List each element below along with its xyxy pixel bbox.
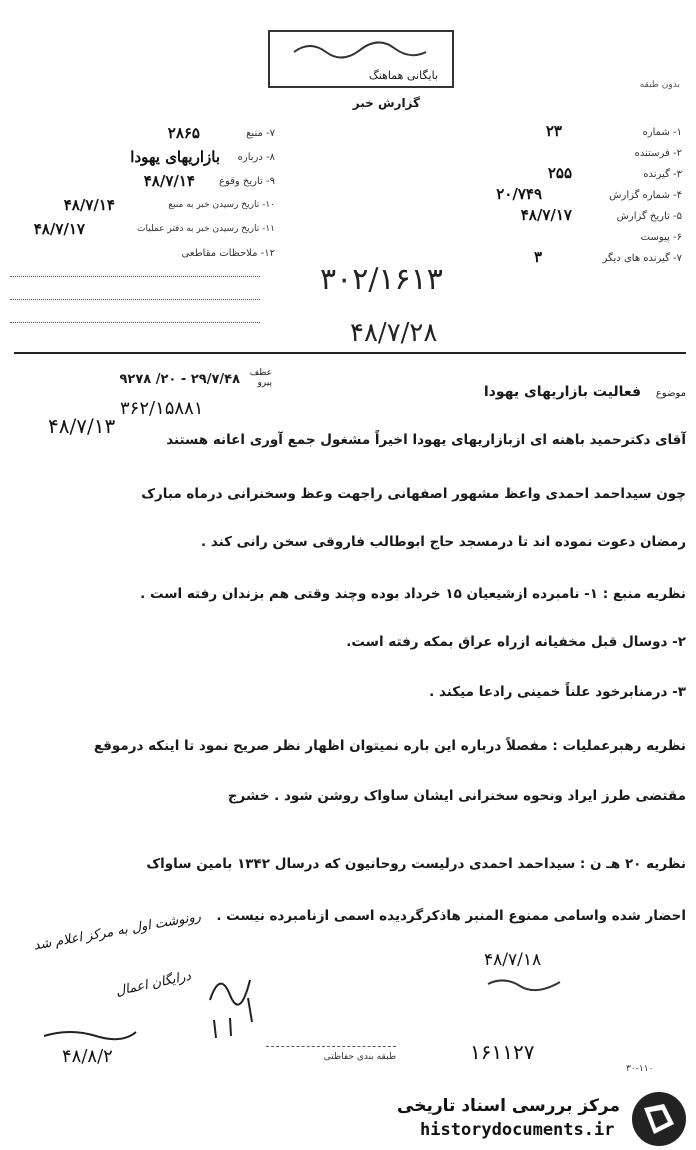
body-line: ۲- دوسال قبل مخفیانه ازراه عراق بمکه رفته است. bbox=[346, 634, 686, 650]
site-logo-icon bbox=[630, 1090, 688, 1148]
archive-stamp bbox=[268, 30, 454, 88]
corner-classification: بدون طبقه bbox=[639, 80, 680, 90]
archive-date: ۴۸/۷/۲۸ bbox=[350, 318, 438, 348]
right-form-row: ۳- گیرنده ۲۵۵ bbox=[547, 164, 682, 182]
handwritten-note: رونوشت اول به مرکز اعلام شد bbox=[32, 909, 203, 954]
reference-number: ۳۶۲/۱۵۸۸۱ bbox=[120, 398, 204, 419]
site-url: historydocuments.ir bbox=[420, 1120, 615, 1140]
left-form-row: ۹- تاریخ وقوع ۴۸/۷/۱۴ bbox=[143, 172, 275, 190]
body-line: نظریه رهبرعملیات : مفصلاً درباره این باره نمیتوان اظهار نظر صریح نمود تا اینکه درموقع bbox=[93, 738, 686, 754]
stamp-scrawl bbox=[290, 38, 430, 60]
left-form bbox=[10, 124, 275, 323]
signature-date: ۴۸/۷/۱۸ bbox=[484, 950, 542, 970]
handwritten-note: درایگان اعمال bbox=[114, 968, 193, 1000]
right-form-row: ۶- پیوست bbox=[640, 232, 682, 243]
header-divider bbox=[14, 352, 686, 354]
bottom-number: ۱۶۱۱۲۷ bbox=[470, 1040, 535, 1064]
bottom-date: ۴۸/۸/۲ bbox=[62, 1046, 113, 1067]
body-line: آقای دکترحمید باهنه ای ازبازاریهای یهودا اخیراً مشغول جمع آوری اعانه هستند bbox=[166, 432, 686, 448]
archive-number: ۳۰۲/۱۶۱۳ bbox=[320, 262, 443, 297]
handwritten-notes bbox=[12, 910, 212, 1030]
left-form-row: ۱۲- ملاحظات مقاطعی bbox=[181, 248, 275, 259]
subject-line bbox=[300, 384, 686, 404]
dotted-line bbox=[10, 276, 260, 277]
body-line: رمضان دعوت نموده اند تا درمسجد حاج ابوطالب فاروقی سخن رانی کند . bbox=[200, 534, 686, 550]
stamp-label: بایگانی هماهنگ bbox=[368, 69, 438, 82]
right-form-row: ۲- فرستنده bbox=[634, 148, 682, 159]
classification-label: طبقه بندی حفاظتی bbox=[323, 1052, 396, 1062]
reference-line: ۲۹/۷/۴۸ - ۲۰/ ۹۲۷۸ bbox=[119, 372, 240, 387]
reference-date: ۴۸/۷/۱۳ bbox=[48, 414, 116, 438]
right-form-row: ۱- شماره ۲۳ bbox=[545, 122, 682, 140]
right-form-row: ۷- گیرنده های دیگر ۳ bbox=[533, 248, 682, 266]
signature-scribble bbox=[40, 1024, 140, 1044]
reference-label: عطف پیرو bbox=[249, 368, 272, 388]
subject-label: موضوع bbox=[655, 388, 686, 399]
classification-rule bbox=[266, 1046, 396, 1047]
subject-value: فعالیت بازاریهای یهودا bbox=[483, 384, 641, 400]
body-line: مقتضی طرز ایراد ونحوه سخنرانی ایشان ساواک روشن شود . خشرج bbox=[227, 788, 686, 804]
form-code: ۳۰-۱۱۰ bbox=[626, 1064, 654, 1074]
body-line: نظریه ۲۰ هـ ن : سیداحمد احمدی درلیست روحانیون که درسال ۱۳۴۲ بامین ساواک bbox=[146, 856, 686, 872]
left-form-row: ۱۱- تاریخ رسیدن خبر به دفتر عملیات ۴۸/۷/۱۷ bbox=[33, 220, 275, 238]
body-line: احضار شده واسامی ممنوع المنبر هاذکرگردیده اسمی ازنامبرده نیست . bbox=[216, 908, 686, 924]
body-line: ۳- درمنابرخود علناً خمینی رادعا میکند . bbox=[429, 684, 686, 700]
right-form bbox=[430, 124, 682, 271]
right-form-row: ۴- شماره گزارش ۲۰/۷۴۹ bbox=[496, 185, 682, 203]
dotted-line bbox=[10, 322, 260, 323]
body-line: نظریه منبع : ۱- نامبرده ازشیعیان ۱۵ خرداد بوده وچند وقتی هم بزندان رفته است . bbox=[140, 586, 686, 602]
left-form-row: ۸- درباره بازاریهای یهودا bbox=[130, 148, 275, 166]
site-name: مرکز بررسی اسناد تاریخی bbox=[397, 1096, 620, 1116]
left-form-row: ۱۰- تاریخ رسیدن خبر به منبع ۴۸/۷/۱۴ bbox=[63, 196, 275, 214]
report-title: گزارش خبر bbox=[352, 96, 420, 110]
signature-mark bbox=[200, 950, 280, 1040]
dotted-line bbox=[10, 299, 260, 300]
signature-scrawl bbox=[484, 974, 564, 992]
left-form-row: ۷- منبع ۲۸۶۵ bbox=[167, 124, 275, 142]
right-form-row: ۵- تاریخ گزارش ۴۸/۷/۱۷ bbox=[520, 206, 682, 224]
body-line: چون سیداحمد احمدی واعظ مشهور اصفهانی راجهت وعظ وسخنرانی درماه مبارک bbox=[141, 486, 686, 502]
